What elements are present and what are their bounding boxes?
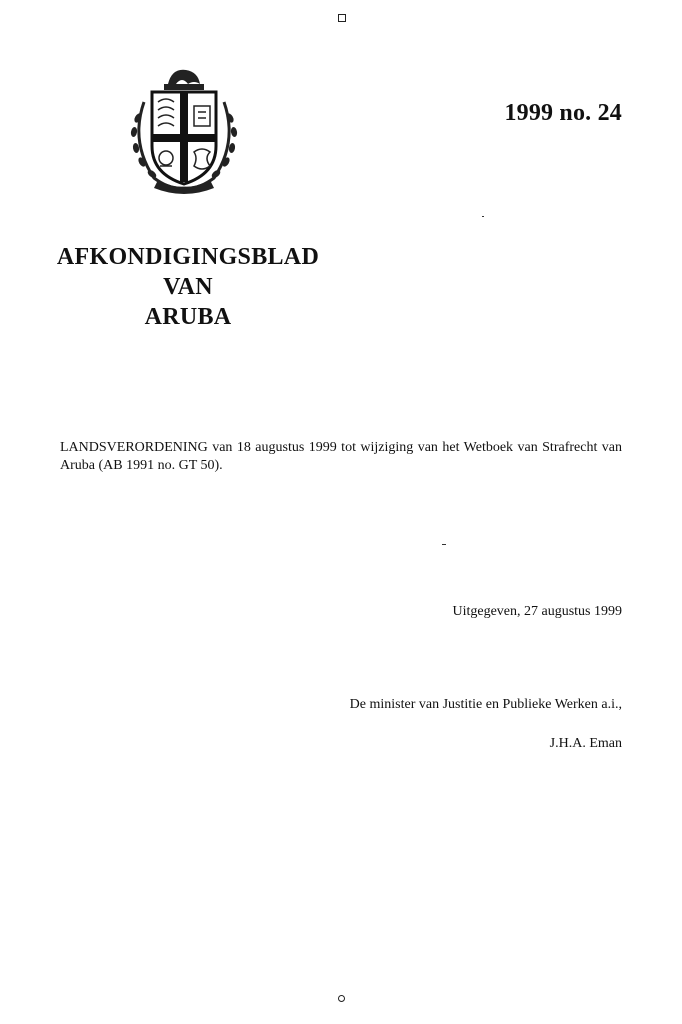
page-top-mark [338, 14, 346, 22]
issue-number: 1999 no. 24 [504, 100, 622, 126]
publication-date: Uitgegeven, 27 augustus 1999 [452, 604, 622, 619]
minister-title: De minister van Justitie en Publieke Werken a.i., [349, 697, 622, 712]
page-bottom-mark [338, 995, 345, 1002]
masthead-line-1: AFKONDIGINGSBLAD [56, 244, 320, 270]
masthead [52, 242, 324, 332]
ordinance-subject: LANDSVERORDENING van 18 augustus 1999 tot wijziging van het Wetboek van Strafrecht van Aruba (AB 1991 no. GT 50). [60, 440, 622, 473]
scan-speck [482, 216, 484, 217]
masthead-line-3: ARUBA [144, 304, 232, 330]
signer-name: J.H.A. Eman [549, 736, 622, 751]
masthead-line-2: VAN [163, 274, 213, 300]
coat-of-arms-icon [124, 62, 244, 198]
scan-speck [442, 544, 446, 545]
